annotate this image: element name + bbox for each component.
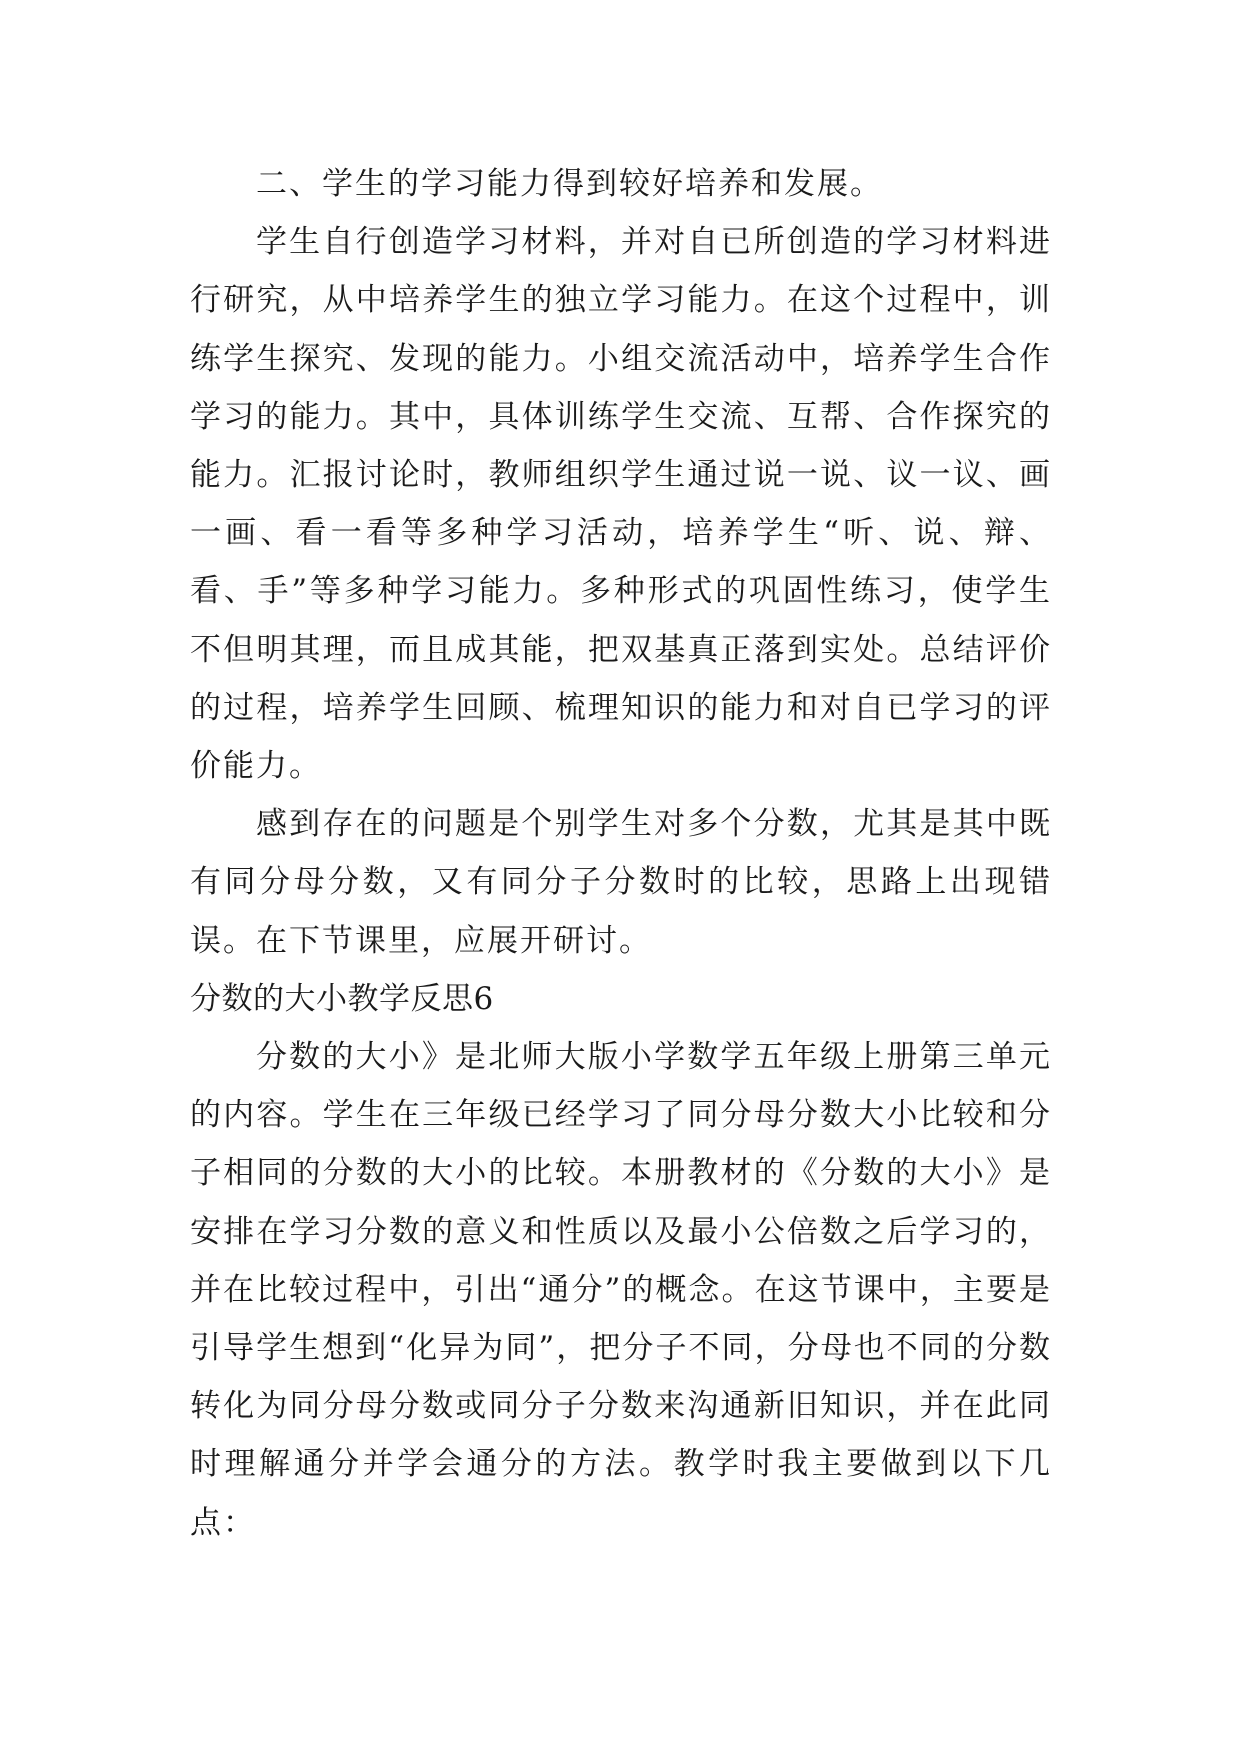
paragraph-problems: 感到存在的问题是个别学生对多个分数，尤其是其中既有同分母分数，又有同分子分数时的比较，思路上出现错误。在下节课里，应展开研讨。 [190,806,1052,959]
document-body [190,155,1052,1552]
paragraph-section-two-title: 二、学生的学习能力得到较好培养和发展。 [256,166,883,202]
paragraph-learning-ability: 学生自行创造学习材料，并对自已所创造的学习材料进行研究，从中培养学生的独立学习能力。在这个过程中，训练学生探究、发现的能力。小组交流活动中，培养学生合作学习的能力。其中，具体训练学生交流、互帮、合作探究的能力。汇报讨论时，教师组织学生通过说一说、议一议、画一画、看一看等多种学习活动，培养学生“听、说、辩、看、手”等多种学习能力。多种形式的巩固性练习，使学生不但明其理，而且成其能，把双基真正落到实处。总结评价的过程，培养学生回顾、梳理知识的能力和对自已学习的评价能力。 [190,224,1052,785]
paragraph-lesson-intro: 分数的大小》是北师大版小学数学五年级上册第三单元的内容。学生在三年级已经学习了同分母分数大小比较和分子相同的分数的大小的比较。本册教材的《分数的大小》是安排在学习分数的意义和性质以及最小公倍数之后学习的，并在比较过程中，引出“通分”的概念。在这节课中，主要是引导学生想到“化异为同”，把分子不同，分母也不同的分数转化为同分母分数或同分子分数来沟通新旧知识，并在此同时理解通分并学会通分的方法。教学时我主要做到以下几点： [190,1039,1052,1541]
section-heading: 分数的大小教学反思6 [190,980,494,1017]
